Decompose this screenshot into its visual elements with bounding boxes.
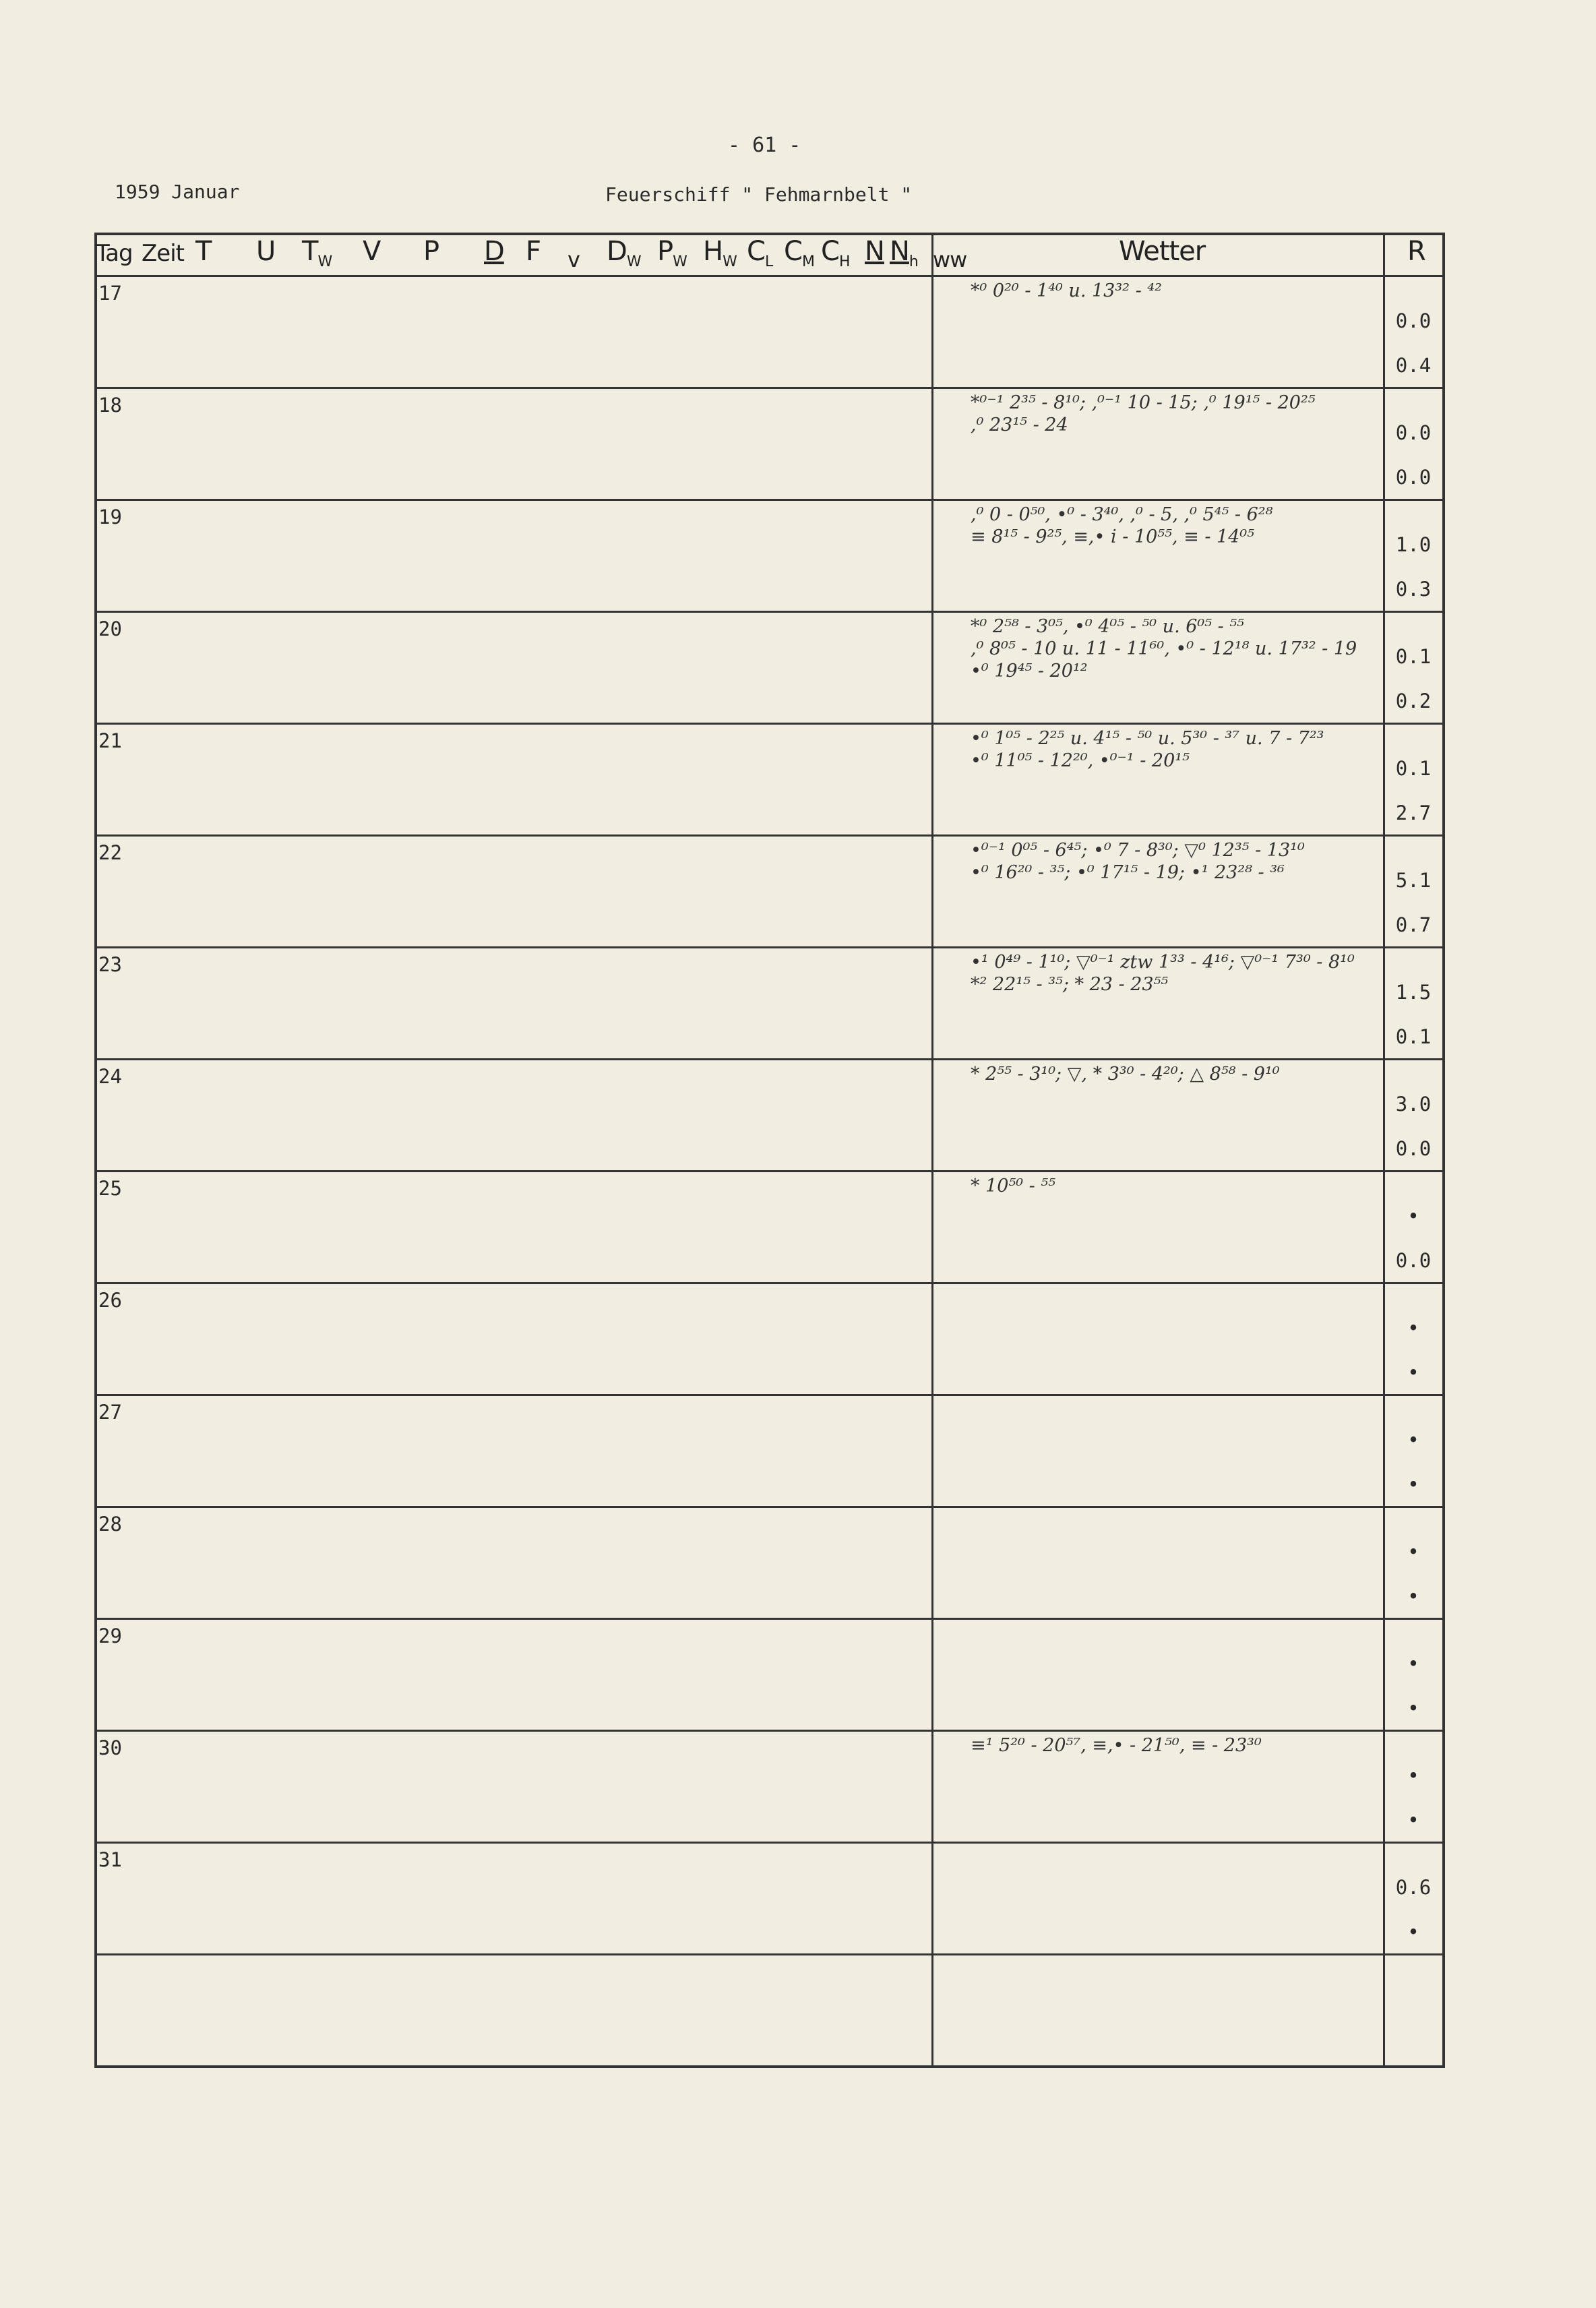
precip-value: 0.1 (1395, 757, 1432, 780)
day-separator (94, 1618, 1445, 1620)
precip-value: 1.5 (1395, 981, 1432, 1004)
day-separator (94, 1842, 1445, 1844)
day-separator (94, 1506, 1445, 1508)
day-number: 20 (98, 617, 122, 640)
wetter-entry: ,⁰ 8⁰⁵ - 10 u. 11 - 11⁶⁰, •⁰ - 12¹⁸ u. 17³² - 19 (971, 638, 1357, 659)
col-tag: Tag (96, 240, 133, 267)
col-dw-sub: W (626, 253, 641, 270)
precip-value: 0.0 (1395, 1137, 1432, 1160)
precip-value: 0.7 (1395, 913, 1432, 936)
col-tw-sub: W (317, 253, 332, 270)
col-nh-label: N (890, 236, 909, 267)
col-f: F (526, 236, 541, 267)
wetter-entry: •⁰ 1⁰⁵ - 2²⁵ u. 4¹⁵ - ⁵⁰ u. 5³⁰ - ³⁷ u. 7 - 7²³ (971, 728, 1324, 749)
day-separator (94, 1953, 1445, 1955)
page-number: - 61 - (728, 133, 801, 157)
col-ch (821, 236, 849, 270)
precip-value: 0.0 (1395, 466, 1432, 489)
precip-value: 0.2 (1395, 690, 1432, 712)
precip-value: 3.0 (1395, 1093, 1432, 1116)
col-nh (890, 236, 918, 270)
col-pw (657, 236, 687, 270)
day-separator (94, 1170, 1445, 1172)
col-cl (747, 236, 772, 270)
day-separator (94, 611, 1445, 613)
wetter-entry: ≡ 8¹⁵ - 9²⁵, ≡,• i - 10⁵⁵, ≡ - 14⁰⁵ (971, 526, 1255, 547)
day-separator (94, 1730, 1445, 1732)
day-separator (94, 946, 1445, 948)
day-number: 21 (98, 729, 122, 752)
precip-value: 0.0 (1395, 421, 1432, 444)
col-ch-sub: H (838, 253, 850, 270)
day-number: 24 (98, 1065, 122, 1088)
col-zeit: Zeit (142, 240, 184, 267)
col-cm (784, 236, 814, 270)
col-dw-label: D (607, 236, 627, 267)
col-v: V (363, 236, 381, 267)
day-separator (94, 723, 1445, 725)
col-nh-sub: h (909, 253, 918, 270)
precip-value: 2.7 (1395, 801, 1432, 824)
col-pw-label: P (657, 236, 673, 267)
col-p: P (423, 236, 439, 267)
col-hw (703, 236, 737, 270)
col-dw (607, 236, 641, 270)
wetter-entry: •⁰⁻¹ 0⁰⁵ - 6⁴⁵; •⁰ 7 - 8³⁰; ▽⁰ 12³⁵ - 13¹⁰ (971, 840, 1305, 861)
col-cl-sub: L (764, 253, 773, 270)
day-separator (94, 1394, 1445, 1396)
wetter-entry: ,⁰ 23¹⁵ - 24 (971, 415, 1068, 435)
wetter-divider-left (931, 233, 933, 2068)
day-number: 17 (98, 282, 122, 305)
col-d: D (484, 236, 504, 267)
col-r: R (1407, 236, 1425, 267)
col-cm-sub: M (801, 253, 814, 270)
precip-value: • (1407, 1205, 1419, 1227)
day-number: 22 (98, 841, 122, 864)
day-number: 28 (98, 1513, 122, 1536)
precip-value: 0.3 (1395, 578, 1432, 601)
precip-value: • (1407, 1920, 1419, 1943)
precip-value: 1.0 (1395, 533, 1432, 556)
precip-value: • (1407, 1764, 1419, 1787)
wetter-entry: *⁰ 2⁵⁸ - 3⁰⁵, •⁰ 4⁰⁵ - ⁵⁰ u. 6⁰⁵ - ⁵⁵ (971, 616, 1245, 637)
wetter-entry: *⁰⁻¹ 2³⁵ - 8¹⁰; ,⁰⁻¹ 10 - 15; ,⁰ 19¹⁵ - 20²⁵ (971, 392, 1316, 413)
col-cl-label: C (747, 236, 765, 267)
precip-value: • (1407, 1316, 1419, 1339)
precip-value: • (1407, 1361, 1419, 1384)
day-number: 18 (98, 394, 122, 417)
header-date: 1959 Januar (115, 181, 240, 203)
col-pw-sub: W (673, 253, 687, 270)
day-number: 30 (98, 1736, 122, 1759)
header-ship: Feuerschiff " Fehmarnbelt " (605, 183, 913, 206)
precip-value: • (1407, 1428, 1419, 1451)
day-number: 26 (98, 1289, 122, 1312)
day-number: 19 (98, 506, 122, 528)
precip-value: • (1407, 1697, 1419, 1720)
header-divider (94, 275, 1445, 277)
precip-value: 0.4 (1395, 354, 1432, 377)
col-tw (302, 236, 332, 270)
precip-value: 0.0 (1395, 309, 1432, 332)
precip-value: • (1407, 1652, 1419, 1675)
day-separator (94, 1282, 1445, 1284)
col-tw-label: T (302, 236, 318, 267)
wetter-entry: ,⁰ 0 - 0⁵⁰, •⁰ - 3⁴⁰, ,⁰ - 5, ,⁰ 5⁴⁵ - 6²⁸ (971, 504, 1273, 525)
day-separator (94, 499, 1445, 501)
col-ww: ww (933, 247, 967, 272)
day-separator (94, 834, 1445, 837)
precip-value: 0.6 (1395, 1876, 1432, 1899)
precip-value: 5.1 (1395, 869, 1432, 892)
col-hw-sub: W (723, 253, 737, 270)
day-number: 29 (98, 1624, 122, 1647)
col-u: U (256, 236, 276, 267)
col-t: T (195, 236, 212, 267)
precip-value: 0.1 (1395, 645, 1432, 668)
precip-value: • (1407, 1540, 1419, 1563)
wetter-entry: * 10⁵⁰ - ⁵⁵ (971, 1176, 1056, 1196)
col-n: N (865, 236, 884, 267)
wetter-entry: •⁰ 19⁴⁵ - 20¹² (971, 661, 1088, 681)
wetter-entry: ≡¹ 5²⁰ - 20⁵⁷, ≡,• - 21⁵⁰, ≡ - 23³⁰ (971, 1735, 1262, 1756)
wetter-entry: •¹ 0⁴⁹ - 1¹⁰; ▽⁰⁻¹ ztw 1³³ - 4¹⁶; ▽⁰⁻¹ 7³⁰ - 8¹⁰ (971, 952, 1355, 973)
wetter-entry: •⁰ 11⁰⁵ - 12²⁰, •⁰⁻¹ - 20¹⁵ (971, 750, 1190, 771)
precip-value: 0.1 (1395, 1025, 1432, 1048)
day-number: 27 (98, 1401, 122, 1424)
col-wetter: Wetter (1119, 236, 1206, 267)
precip-value: • (1407, 1473, 1419, 1496)
day-separator (94, 1058, 1445, 1060)
col-cm-label: C (784, 236, 802, 267)
precip-value: 0.0 (1395, 1249, 1432, 1272)
day-number: 31 (98, 1848, 122, 1871)
wetter-entry: •⁰ 16²⁰ - ³⁵; •⁰ 17¹⁵ - 19; •¹ 23²⁸ - ³⁶ (971, 862, 1285, 883)
day-separator (94, 387, 1445, 389)
wetter-entry: *² 22¹⁵ - ³⁵; * 23 - 23⁵⁵ (971, 974, 1169, 995)
wetter-entry: *⁰ 0²⁰ - 1⁴⁰ u. 13³² - ⁴² (971, 280, 1162, 301)
precip-value: • (1407, 1809, 1419, 1831)
col-hw-label: H (703, 236, 723, 267)
col-vv: v (567, 247, 580, 272)
wetter-entry: * 2⁵⁵ - 3¹⁰; ▽, * 3³⁰ - 4²⁰; △ 8⁵⁸ - 9¹⁰ (971, 1064, 1280, 1085)
precip-value: • (1407, 1585, 1419, 1608)
day-number: 23 (98, 953, 122, 976)
col-ch-label: C (821, 236, 839, 267)
day-number: 25 (98, 1177, 122, 1200)
